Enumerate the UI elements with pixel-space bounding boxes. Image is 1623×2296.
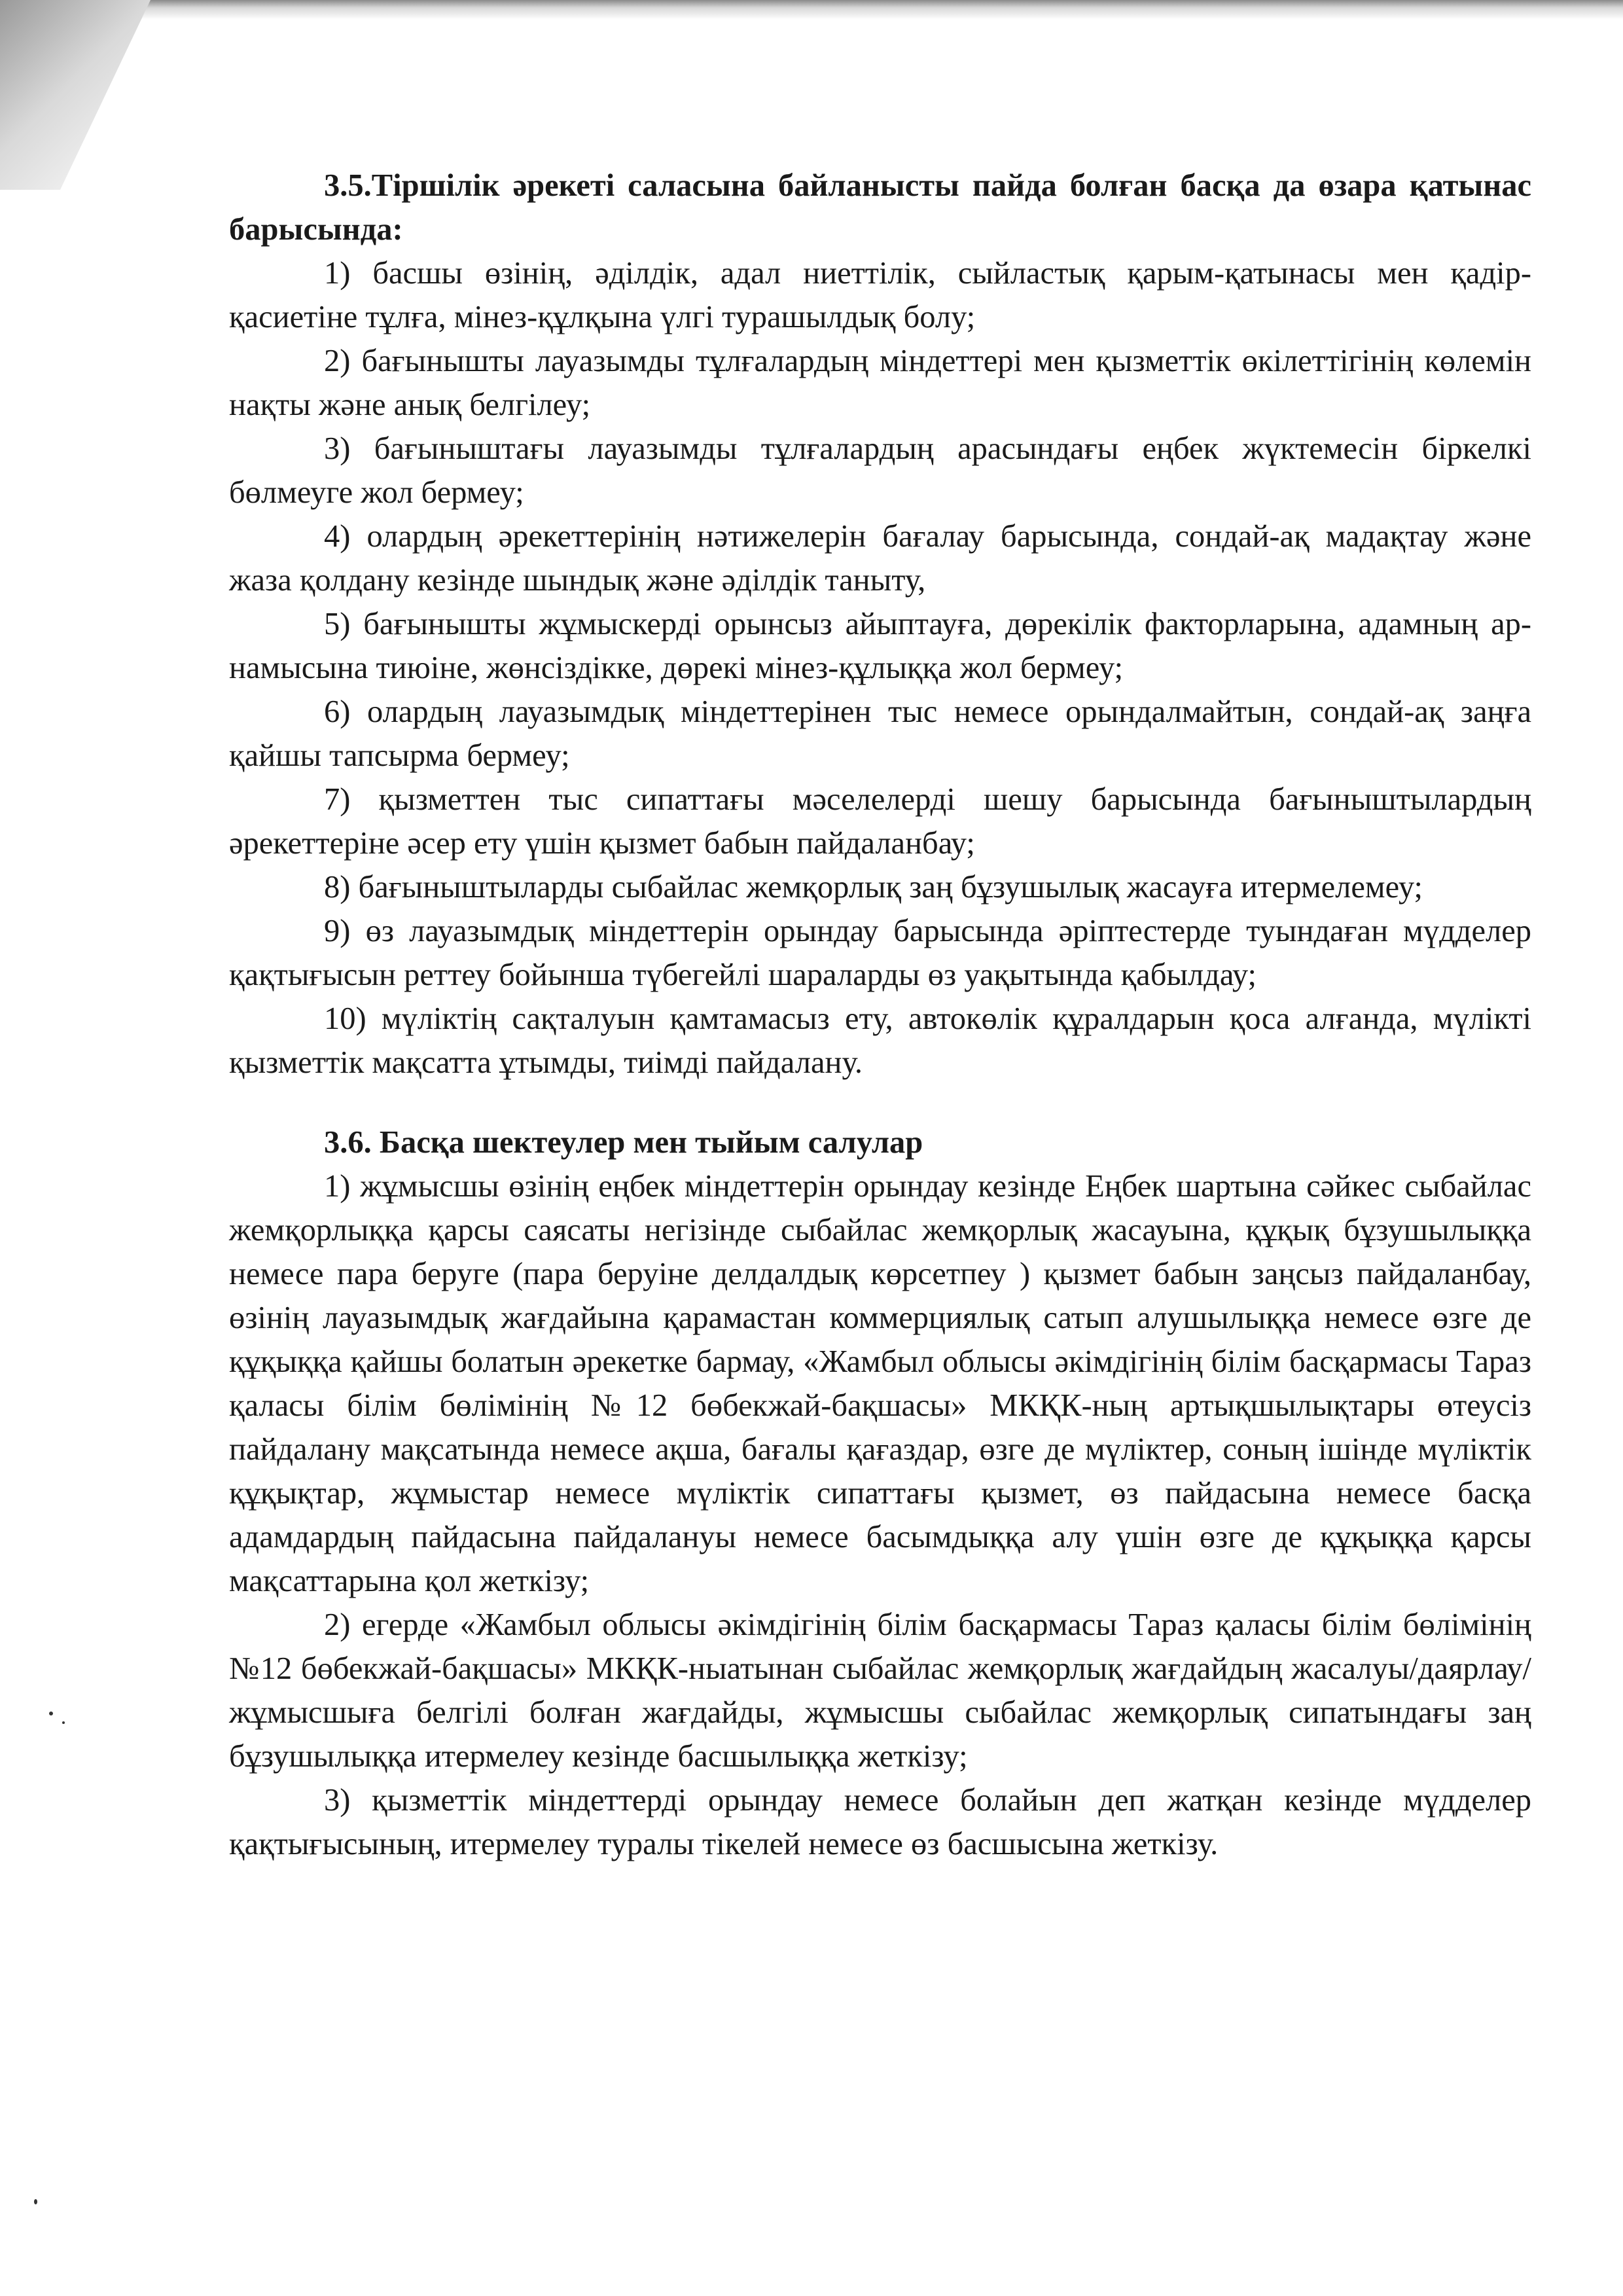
list-item: 4) олардың әрекеттерінің нәтижелерін бағалау барысында, сондай-ақ мадақтау және жаза қолдану кезінде шындық және әділдік таныту,: [229, 519, 1531, 598]
list-item: 2) егерде «Жамбыл облысы әкімдігінің білім басқармасы Тараз қаласы білім бөлімінің №12 бөбекжай-бақшасы» МКҚК-ныатынан сыбайлас жемқорлық жағдайдың жасалуы/даярлау/ жұмысшыға белгілі болған жағдайды, жұмысшы сыбайлас жемқорлық сипатындағы заң бұзушылыққа итермелеу кезінде басшылыққа жеткізу;: [229, 1607, 1531, 1774]
section-3-6: [229, 1121, 1531, 1866]
section-3-6-heading: 3.6. Басқа шектеулер мен тыйым салулар: [324, 1125, 923, 1160]
scan-speck: [49, 1712, 53, 1715]
list-item: 2) бағынышты лауазымды тұлғалардың міндеттері мен қызметтік өкілеттігінің көлемін нақты және анық белгілеу;: [229, 344, 1531, 422]
list-item: 8) бағыныштыларды сыбайлас жемқорлық заң бұзушылық жасауға итермелемеу;: [324, 870, 1423, 905]
list-item: 5) бағынышты жұмыскерді орынсыз айыптауға, дөрекілік факторларына, адамның ар-намысына тиюіне, жөнсіздікке, дөрекі мінез-құлыққа жол бермеу;: [229, 607, 1531, 685]
scan-speck: [34, 2199, 37, 2204]
list-item: 1) басшы өзінің, әділдік, адал ниеттілік, сыйластық қарым-қатынасы мен қадір-қасиетіне тұлға, мінез-құлқына үлгі турашылдық болу;: [229, 256, 1531, 334]
list-item: 6) олардың лауазымдық міндеттерінен тыс немесе орындалмайтын, сондай-ақ заңға қайшы тапсырма бермеу;: [229, 694, 1531, 773]
section-3-5: [229, 164, 1531, 1085]
list-item: 1) жұмысшы өзінің еңбек міндеттерін орындау кезінде Еңбек шартына сәйкес сыбайлас жемқорлыққа қарсы саясаты негізінде сыбайлас жемқорлық жасауына, құқық бұзушылыққа немесе пара беруге (пара беруіне делдалдық көрсетпеу ) қызмет бабын заңсыз пайдаланбау, өзінің лауазымдық жағдайына қарамастан коммерциялық сатып алушылыққа немесе өзге де құқыққа қайшы болатын әрекетке бармау, «Жамбыл облысы әкімдігінің білім басқармасы Тараз қаласы білім бөлімінің №12 бөбекжай-бақшасы» МКҚК-ның артықшылықтары өтеусіз пайдалану мақсатында немесе ақша, бағалы қағаздар, өзге де мүліктер, соның ішінде мүліктік құқықтар, жұмыстар немесе мүліктік сипаттағы қызмет, өз пайдасына немесе басқа адамдардың пайдасына пайдалануы немесе басымдыққа алу үшін өзге де құқыққа қарсы мақсаттарына қол жеткізу;: [229, 1169, 1531, 1598]
list-item: 10) мүліктің сақталуын қамтамасыз ету, автокөлік құралдарын қоса алғанда, мүлікті қызметтік мақсатта ұтымды, тиімді пайдалану.: [229, 1001, 1531, 1080]
scan-speck: [62, 1721, 65, 1724]
list-item: 9) өз лауазымдық міндеттерін орындау барысында әріптестерде туындаған мүдделер қақтығысын реттеу бойынша түбегейлі шараларды өз уақытында қабылдау;: [229, 914, 1531, 992]
section-3-5-heading: 3.5.Тіршілік әрекеті саласына байланысты пайда болған басқа да өзара қатынас барысында:: [229, 168, 1531, 247]
scan-corner-fold: [0, 0, 151, 190]
list-item: 7) қызметтен тыс сипаттағы мәселелерді шешу барысында бағыныштылардың әрекеттеріне әсер ету үшін қызмет бабын пайдаланбау;: [229, 782, 1531, 861]
list-item: 3) бағыныштағы лауазымды тұлғалардың арасындағы еңбек жүктемесін біркелкі бөлмеуге жол бермеу;: [229, 431, 1531, 510]
list-item: 3) қызметтік міндеттерді орындау немесе болайын деп жатқан кезінде мүдделер қақтығысының, итермелеу туралы тікелей немесе өз басшысына жеткізу.: [229, 1783, 1531, 1861]
document-page: [229, 164, 1531, 1866]
scan-top-edge: [0, 0, 1623, 20]
